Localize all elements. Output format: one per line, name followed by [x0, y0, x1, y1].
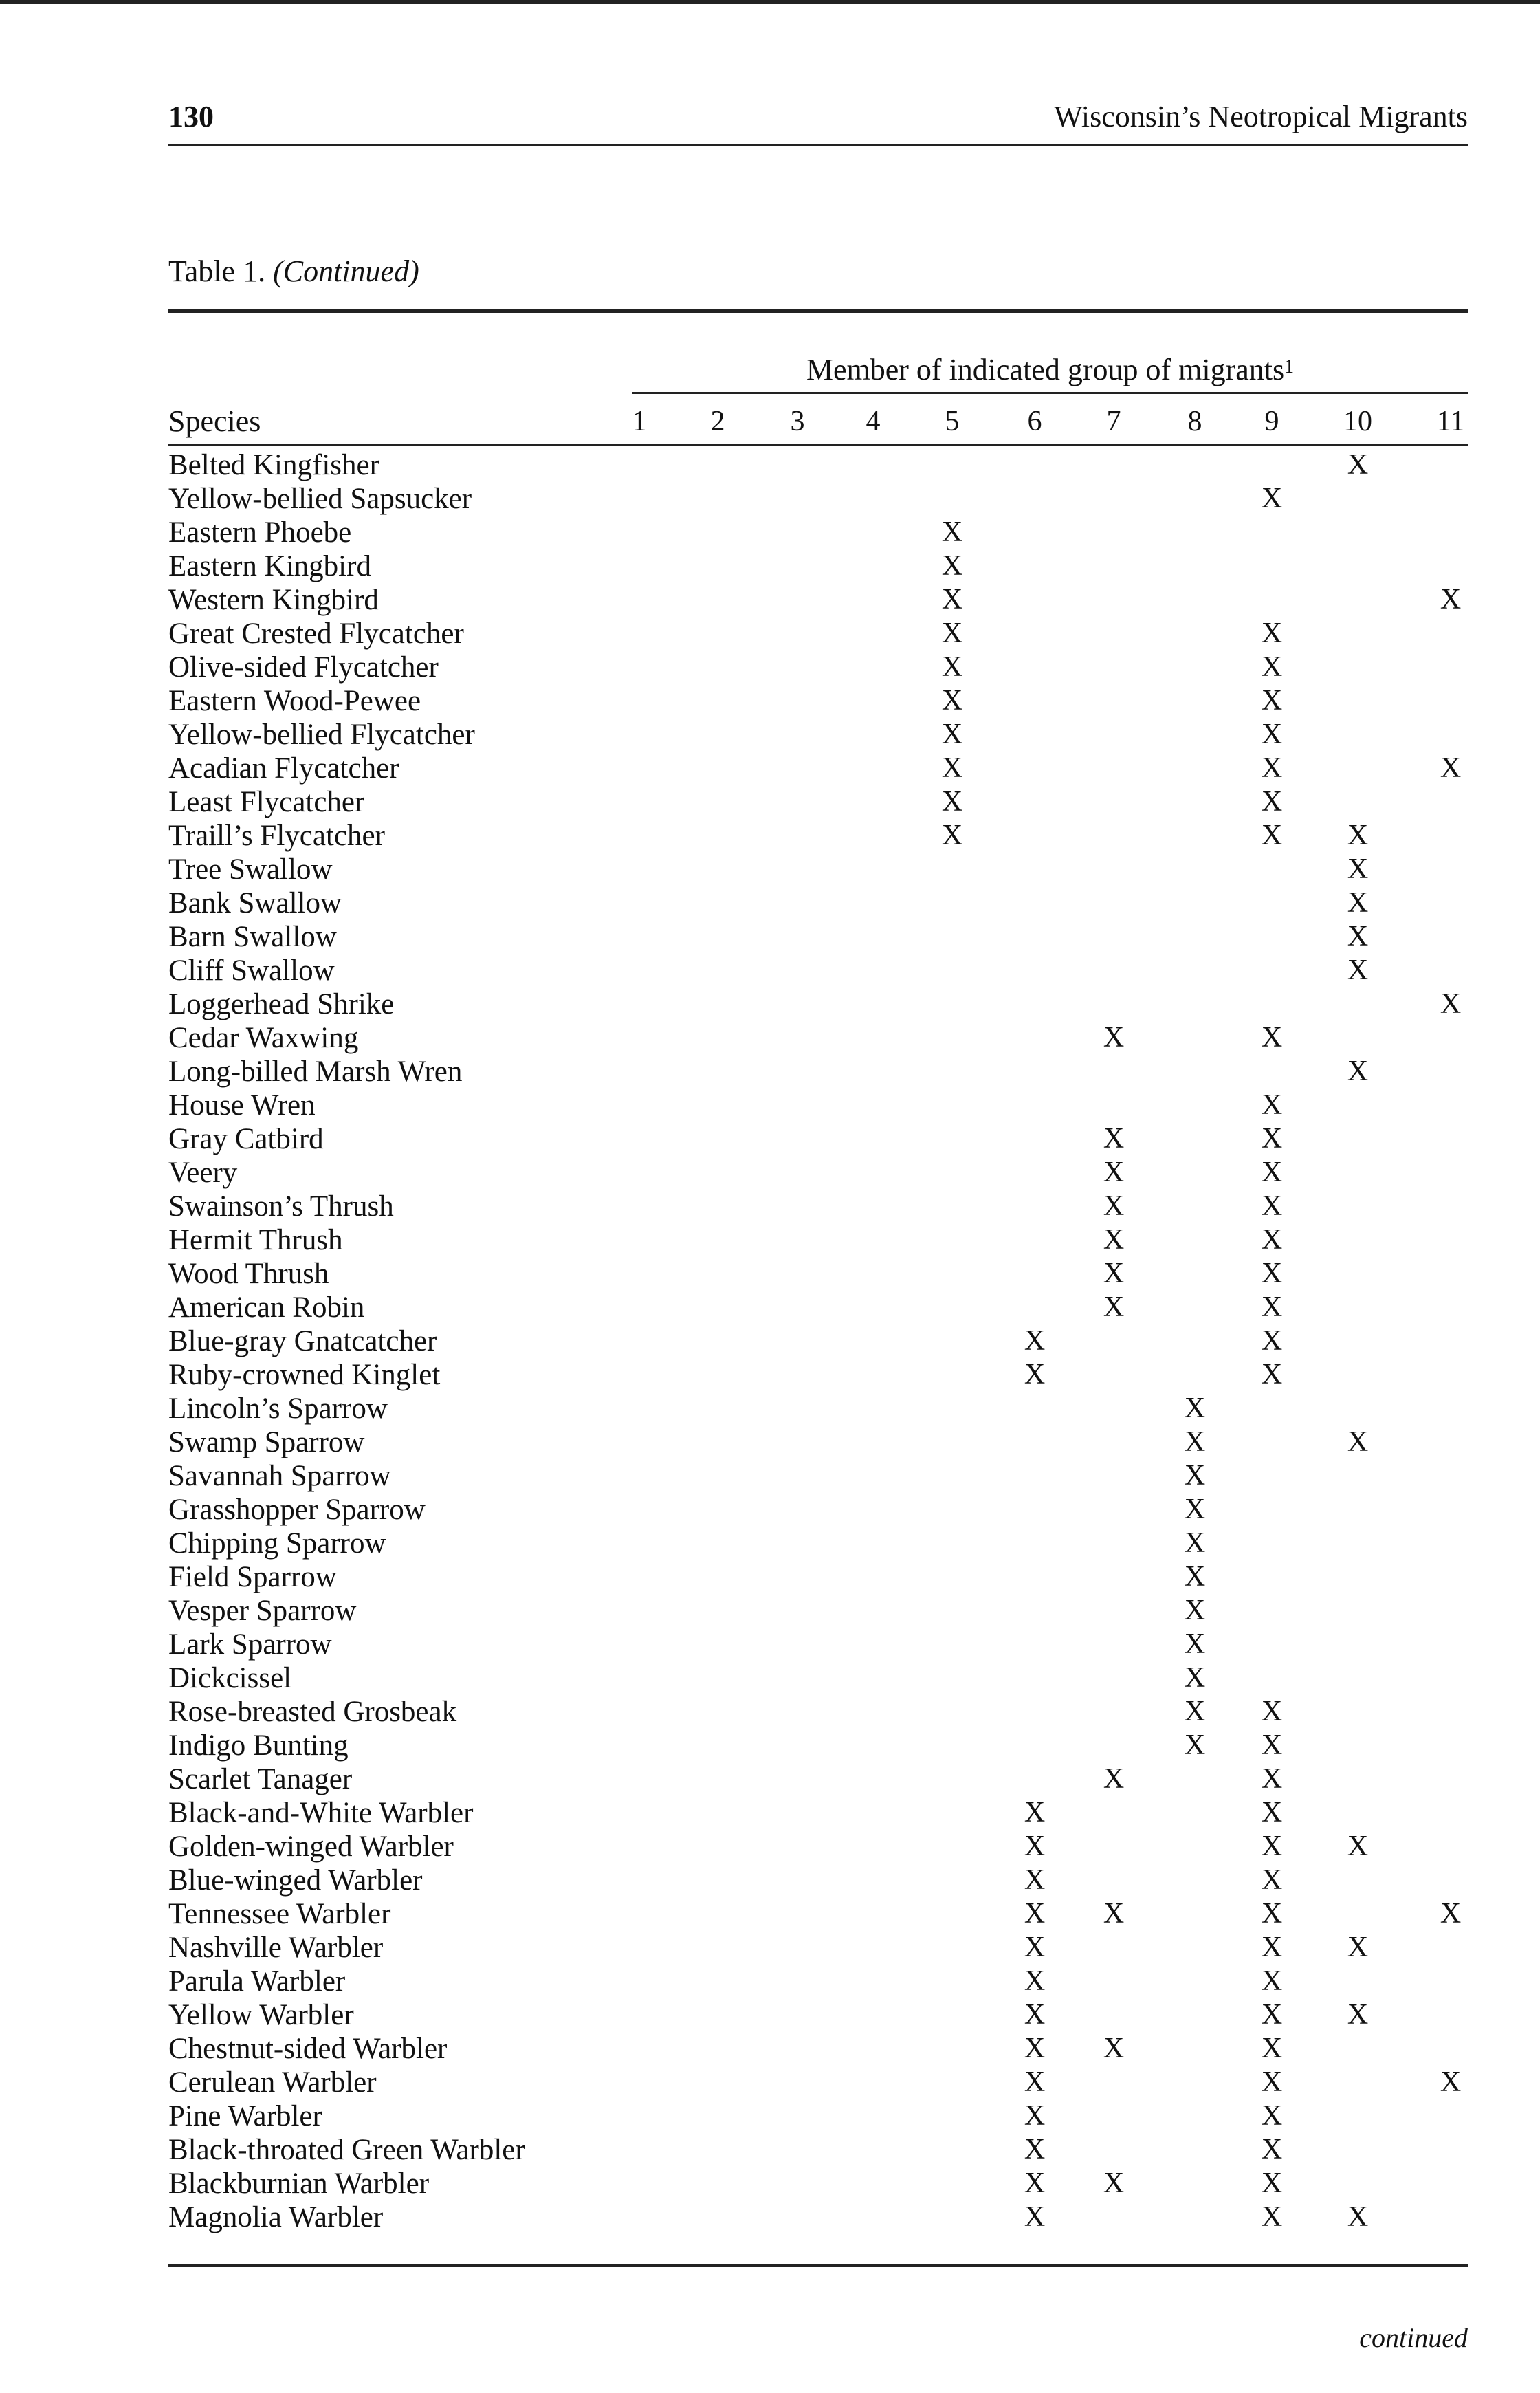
species-name: Dickcissel	[168, 1662, 292, 1694]
group-mark: X	[1440, 584, 1462, 615]
group-mark: X	[1261, 2201, 1283, 2233]
table-row	[0, 1830, 1540, 1864]
table-row	[0, 954, 1540, 987]
group-mark: X	[1261, 2134, 1283, 2165]
group-mark: X	[1347, 921, 1369, 952]
table-row	[0, 549, 1540, 583]
group-mark: X	[941, 719, 963, 750]
continued-note: continued	[1359, 2322, 1468, 2353]
group-mark: X	[1184, 1460, 1206, 1491]
group-mark: X	[1347, 1056, 1369, 1087]
table-label: Table 1.	[168, 254, 266, 288]
species-name: Chestnut-sided Warbler	[168, 2033, 448, 2065]
group-mark: X	[1103, 1157, 1125, 1188]
group-mark: X	[1184, 1392, 1206, 1424]
species-name: Savannah Sparrow	[168, 1460, 391, 1492]
table-row	[0, 1864, 1540, 1897]
group-mark: X	[1440, 2066, 1462, 2098]
table-row	[0, 2167, 1540, 2200]
group-mark: X	[1261, 1965, 1283, 1997]
column-header-3: 3	[790, 406, 805, 437]
species-name: Tree Swallow	[168, 853, 333, 886]
group-mark: X	[1184, 1696, 1206, 1727]
running-title: Wisconsin’s Neotropical Migrants	[1054, 100, 1468, 133]
group-mark: X	[1184, 1595, 1206, 1626]
species-name: Swainson’s Thrush	[168, 1190, 394, 1223]
species-name: Eastern Phoebe	[168, 516, 352, 549]
table-row	[0, 1358, 1540, 1392]
group-mark: X	[1261, 2033, 1283, 2064]
group-mark: X	[1347, 954, 1369, 986]
group-mark: X	[1440, 752, 1462, 784]
table-row	[0, 1594, 1540, 1628]
species-name: House Wren	[168, 1089, 316, 1122]
group-mark: X	[1261, 2066, 1283, 2098]
group-mark: X	[1261, 1157, 1283, 1188]
group-mark: X	[1261, 1696, 1283, 1727]
species-name: Black-and-White Warbler	[168, 1797, 474, 1829]
species-name: Rose-breasted Grosbeak	[168, 1696, 457, 1728]
group-mark: X	[1184, 1426, 1206, 1458]
table-row	[0, 1560, 1540, 1594]
group-mark: X	[941, 550, 963, 582]
group-mark: X	[941, 516, 963, 548]
group-mark: X	[1261, 1932, 1283, 1963]
table-row	[0, 1897, 1540, 1931]
group-mark: X	[1347, 449, 1369, 481]
group-mark: X	[1184, 1628, 1206, 1660]
table-row	[0, 1762, 1540, 1796]
group-mark: X	[1261, 820, 1283, 851]
species-name: Loggerhead Shrike	[168, 988, 395, 1020]
table-row	[0, 1527, 1540, 1560]
column-header-11: 11	[1436, 406, 1465, 437]
group-mark: X	[1261, 1022, 1283, 1053]
table-row	[0, 1998, 1540, 2032]
group-mark: X	[1347, 1831, 1369, 1862]
group-mark: X	[1347, 1999, 1369, 2031]
column-header-1: 1	[632, 406, 647, 437]
group-mark: X	[1261, 1123, 1283, 1155]
table-row	[0, 718, 1540, 752]
group-mark: X	[941, 820, 963, 851]
species-column-header: Species	[168, 404, 261, 438]
species-name: Olive-sided Flycatcher	[168, 651, 439, 684]
species-name: Cedar Waxwing	[168, 1022, 359, 1054]
group-mark: X	[1347, 887, 1369, 919]
table-row	[0, 1291, 1540, 1324]
group-mark: X	[941, 584, 963, 615]
group-mark: X	[1440, 1898, 1462, 1930]
species-name: Blackburnian Warbler	[168, 2167, 430, 2200]
group-mark: X	[1024, 1898, 1046, 1930]
group-mark: X	[1261, 1797, 1283, 1828]
group-mark: X	[1261, 1359, 1283, 1390]
table-row	[0, 1190, 1540, 1223]
table-row	[0, 1796, 1540, 1830]
group-mark: X	[1347, 1932, 1369, 1963]
group-mark: X	[1261, 685, 1283, 717]
table-row	[0, 1931, 1540, 1965]
table-row	[0, 482, 1540, 516]
species-name: Ruby-crowned Kinglet	[168, 1359, 441, 1391]
species-name: Long-billed Marsh Wren	[168, 1056, 463, 1088]
group-mark: X	[1024, 2201, 1046, 2233]
column-header-8: 8	[1187, 406, 1202, 437]
species-name: Great Crested Flycatcher	[168, 618, 464, 650]
species-name: Barn Swallow	[168, 921, 337, 953]
group-mark: X	[1103, 1258, 1125, 1289]
group-mark: X	[1024, 1999, 1046, 2031]
group-mark: X	[1261, 483, 1283, 514]
species-name: Least Flycatcher	[168, 786, 365, 818]
group-mark: X	[1184, 1662, 1206, 1694]
table-row	[0, 1257, 1540, 1291]
table-row	[0, 886, 1540, 920]
group-mark: X	[1024, 2100, 1046, 2132]
column-header-2: 2	[710, 406, 725, 437]
table-row	[0, 1493, 1540, 1527]
table-row	[0, 1122, 1540, 1156]
table-row	[0, 819, 1540, 853]
species-name: Traill’s Flycatcher	[168, 820, 385, 852]
header-bottom-rule	[168, 444, 1468, 446]
table-row	[0, 987, 1540, 1021]
group-header-text: Member of indicated group of migrants	[806, 353, 1285, 386]
table-top-rule	[168, 309, 1468, 313]
species-name: Blue-gray Gnatcatcher	[168, 1325, 437, 1357]
species-name: Blue-winged Warbler	[168, 1864, 423, 1897]
table-row	[0, 2066, 1540, 2099]
group-mark: X	[1261, 651, 1283, 683]
table-row	[0, 785, 1540, 819]
group-mark: X	[1024, 1932, 1046, 1963]
group-mark: X	[1184, 1729, 1206, 1761]
species-name: Bank Swallow	[168, 887, 342, 919]
species-name: Eastern Kingbird	[168, 550, 371, 582]
group-mark: X	[941, 651, 963, 683]
group-mark: X	[1103, 1898, 1125, 1930]
table-row	[0, 1223, 1540, 1257]
group-mark: X	[1103, 1291, 1125, 1323]
species-name: Cerulean Warbler	[168, 2066, 377, 2099]
group-mark: X	[1024, 2033, 1046, 2064]
group-mark: X	[1024, 1797, 1046, 1828]
table-row	[0, 684, 1540, 718]
table-row	[0, 2200, 1540, 2234]
group-mark: X	[1024, 1359, 1046, 1390]
group-mark: X	[1103, 1190, 1125, 1222]
species-name: Belted Kingfisher	[168, 449, 380, 481]
group-header	[632, 349, 1468, 391]
page-number: 130	[168, 100, 214, 133]
table-row	[0, 2032, 1540, 2066]
table-row	[0, 1729, 1540, 1762]
species-name: Swamp Sparrow	[168, 1426, 365, 1458]
group-header-rule	[632, 392, 1468, 394]
group-mark: X	[1024, 1864, 1046, 1896]
group-mark: X	[1024, 2167, 1046, 2199]
table-row	[0, 448, 1540, 482]
species-name: Tennessee Warbler	[168, 1898, 391, 1930]
group-mark: X	[1347, 820, 1369, 851]
group-mark: X	[1024, 1831, 1046, 1862]
species-name: Field Sparrow	[168, 1561, 337, 1593]
species-name: Eastern Wood-Pewee	[168, 685, 421, 717]
group-mark: X	[1261, 2167, 1283, 2199]
table-row	[0, 651, 1540, 684]
group-mark: X	[1103, 1224, 1125, 1256]
table-row	[0, 1425, 1540, 1459]
group-mark: X	[1024, 2134, 1046, 2165]
species-name: Gray Catbird	[168, 1123, 324, 1155]
table-row	[0, 2099, 1540, 2133]
column-header-10: 10	[1343, 406, 1372, 437]
group-mark: X	[1261, 2100, 1283, 2132]
table-row	[0, 1459, 1540, 1493]
group-mark: X	[1261, 1190, 1283, 1222]
footnote-marker: 1	[1284, 356, 1295, 378]
species-name: Western Kingbird	[168, 584, 379, 616]
group-mark: X	[1261, 1898, 1283, 1930]
group-mark: X	[1347, 2201, 1369, 2233]
group-mark: X	[1261, 1999, 1283, 2031]
species-name: Hermit Thrush	[168, 1224, 343, 1256]
running-header	[168, 96, 1468, 146]
table-row	[0, 1628, 1540, 1661]
species-name: Chipping Sparrow	[168, 1527, 386, 1560]
group-mark: X	[941, 752, 963, 784]
group-mark: X	[1261, 719, 1283, 750]
table-bottom-rule	[168, 2264, 1468, 2267]
table-row	[0, 516, 1540, 549]
group-mark: X	[1261, 1089, 1283, 1121]
group-mark: X	[1261, 786, 1283, 818]
species-name: Pine Warbler	[168, 2100, 322, 2132]
column-header-7: 7	[1106, 406, 1121, 437]
group-mark: X	[1440, 988, 1462, 1020]
table-row	[0, 1055, 1540, 1089]
table-row	[0, 1089, 1540, 1122]
group-mark: X	[1103, 2033, 1125, 2064]
group-mark: X	[1347, 1426, 1369, 1458]
species-name: Lincoln’s Sparrow	[168, 1392, 388, 1425]
species-name: Vesper Sparrow	[168, 1595, 357, 1627]
group-mark: X	[1024, 1325, 1046, 1357]
group-mark: X	[1261, 1258, 1283, 1289]
group-mark: X	[1347, 853, 1369, 885]
group-mark: X	[1103, 1022, 1125, 1053]
table-row	[0, 1661, 1540, 1695]
column-header-5: 5	[945, 406, 960, 437]
group-mark: X	[1261, 1763, 1283, 1795]
species-name: Yellow-bellied Flycatcher	[168, 719, 475, 751]
species-name: Parula Warbler	[168, 1965, 346, 1998]
species-name: Veery	[168, 1157, 238, 1189]
column-header-4: 4	[866, 406, 881, 437]
group-mark: X	[1103, 1123, 1125, 1155]
table-body	[0, 448, 1540, 2234]
group-mark: X	[1184, 1561, 1206, 1593]
species-name: Wood Thrush	[168, 1258, 329, 1290]
species-name: Golden-winged Warbler	[168, 1831, 454, 1863]
table-row	[0, 853, 1540, 886]
group-mark: X	[1103, 2167, 1125, 2199]
species-name: Acadian Flycatcher	[168, 752, 399, 785]
species-name: Scarlet Tanager	[168, 1763, 353, 1795]
group-mark: X	[1024, 2066, 1046, 2098]
group-mark: X	[1184, 1527, 1206, 1559]
column-header-9: 9	[1264, 406, 1279, 437]
group-mark: X	[1024, 1965, 1046, 1997]
table-caption	[168, 251, 419, 292]
species-name: Cliff Swallow	[168, 954, 335, 987]
group-mark: X	[1261, 1831, 1283, 1862]
table-row	[0, 1324, 1540, 1358]
species-name: Lark Sparrow	[168, 1628, 332, 1661]
group-mark: X	[941, 685, 963, 717]
table-row	[0, 2133, 1540, 2167]
table-row	[0, 1695, 1540, 1729]
table-row	[0, 752, 1540, 785]
group-mark: X	[941, 618, 963, 649]
table-continued-note: (Continued)	[273, 254, 419, 288]
table-row	[0, 583, 1540, 617]
table-row	[0, 1392, 1540, 1425]
table-row	[0, 920, 1540, 954]
species-name: Nashville Warbler	[168, 1932, 384, 1964]
column-header-6: 6	[1027, 406, 1042, 437]
species-name: Yellow-bellied Sapsucker	[168, 483, 472, 515]
species-name: American Robin	[168, 1291, 365, 1324]
group-mark: X	[941, 786, 963, 818]
group-mark: X	[1261, 1729, 1283, 1761]
table-row	[0, 1021, 1540, 1055]
species-name: Black-throated Green Warbler	[168, 2134, 525, 2166]
table-row	[0, 1156, 1540, 1190]
table-row	[0, 1965, 1540, 1998]
species-name: Indigo Bunting	[168, 1729, 349, 1762]
species-name: Grasshopper Sparrow	[168, 1494, 426, 1526]
species-name: Magnolia Warbler	[168, 2201, 384, 2233]
group-mark: X	[1103, 1763, 1125, 1795]
table-row	[0, 617, 1540, 651]
group-mark: X	[1261, 1291, 1283, 1323]
group-mark: X	[1261, 1864, 1283, 1896]
group-mark: X	[1261, 618, 1283, 649]
species-name: Yellow Warbler	[168, 1999, 354, 2031]
top-edge-rule	[0, 0, 1540, 4]
group-mark: X	[1261, 1325, 1283, 1357]
group-mark: X	[1261, 1224, 1283, 1256]
group-mark: X	[1184, 1494, 1206, 1525]
group-mark: X	[1261, 752, 1283, 784]
